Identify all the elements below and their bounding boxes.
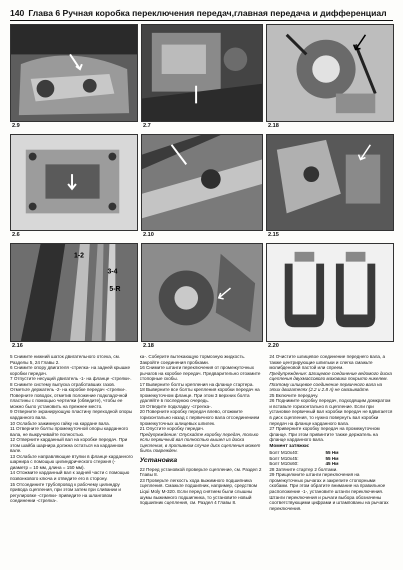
figure-2-15: [266, 134, 394, 239]
step-15-cont: ка-. Соберите вытекающую тормозную жидкость. Закройте соединения пробками.: [139, 354, 246, 365]
step-21: 21 Опустите коробку передач.: [139, 426, 205, 432]
figure-grid: [10, 24, 394, 350]
figure-caption: 2.15: [268, 232, 279, 238]
figure-photo: [10, 243, 138, 342]
torque-label: Болт М10х45:: [269, 455, 299, 461]
step-17: 17 Выверните болты крепления на фланце стартера.: [139, 381, 254, 387]
step-20: 20 Поверните коробку передач влево, отожмите горизонтально назад с первичного вала отсоединением промежуточных шлицевых шпилек.: [139, 409, 260, 426]
step-6: 6 Снимите опору двигателя -стрелка- на задней крышке коробки передач.: [10, 365, 130, 376]
figure-caption: 2.18: [268, 123, 279, 129]
figure-photo: [266, 243, 394, 342]
torque-label: Болт М10х40:: [269, 450, 299, 456]
figure-photo: [10, 24, 138, 122]
step-27: 27 Приверните коробку передач на промежуточном фланце. При этом привинтите также держатель на фланце карданного вала.: [269, 426, 380, 443]
page-number: 140: [10, 7, 25, 18]
text-column-1: [10, 354, 135, 566]
figure-photo: [266, 24, 394, 122]
figure-2-10: [141, 134, 263, 239]
torque-title: Момент затяжки:: [269, 443, 310, 449]
step-5: 5 Снимите нижний шаток двигательного отсека, см. Разделы 5, 24 Главы 2.: [10, 354, 121, 365]
step-8: 8 Снимите систему выпуска отработавших газов. Отметьте держатель -2- на коробке передач -стрелки-. Поверните поводок, отметив положение подкладочной пластины с помощью чертилки (обведите), чтобы ее можно было установить на прежнее место.: [10, 381, 128, 409]
step-26: 26 Поднимите коробку передач, подходящим домкратом и вставьте горизонтально в сцепление. Если при установке первичный вал коробки передач не вдвигается в диск сцепления, то нужно повернуть вал коробки передач на фланце карданного вала.: [269, 398, 393, 426]
torque-label: Болт М10х60:: [269, 461, 299, 467]
page-header: [10, 5, 393, 21]
torque-value: 55 Нм: [325, 455, 339, 461]
figure-caption: 2.6: [12, 232, 20, 238]
figure-photo: [141, 134, 263, 231]
figure-caption: 2.9: [12, 123, 20, 129]
step-9: 9 Отверните экранирующую пластину переходной опоры карданного вала.: [10, 409, 133, 421]
step-19: 19 Отведите подкладку -стрелка-.: [139, 403, 212, 409]
figure-2-20: [266, 243, 394, 350]
section-heading: Установка: [139, 456, 178, 464]
torque-value: 45 Нм: [325, 461, 339, 467]
figure-photo: [141, 243, 263, 342]
step-25: 25 Включите передачу.: [269, 392, 319, 398]
figure-caption: 2.16: [12, 343, 23, 349]
step-16: 16 Снимите штанги переключения от промежуточных рычагов на коробке передач. Предварительно отожмите стопорные скобы.: [139, 365, 261, 382]
figure-photo: [10, 134, 138, 231]
figure-2-6: [10, 134, 138, 239]
step-15: 15 Отсоедините трубопровод к рабочему цилиндру привода сцепления, при этом затем при сливании и регулировке -стрелки- приведите на шланговом соединении -стрелка-.: [10, 481, 121, 504]
body-text: [10, 354, 394, 566]
step-24: 24 Очистите шлицевое соединение переднего вала, а также центрирующие шпильки и слегка смажьте молибденовой пастой или спреем.: [269, 354, 386, 371]
figure-caption: 2.7: [143, 123, 151, 129]
figure-photo: [266, 134, 394, 231]
torque-table: [269, 450, 394, 467]
figure-caption: 2.18: [143, 343, 154, 349]
step-18: 18 Выверните все болты крепления коробки передач на промежуточном фланце. При этом 3 верхних болта удаляйте в последнюю очередь.: [139, 387, 260, 404]
figure-2-9: [10, 24, 138, 130]
step-10: 10 Ослабьте зажимную гайку на кардане вала.: [10, 420, 110, 426]
step-11: 11 Отверните болты промежуточной опоры карданного вала, не выкручивайте полностью.: [10, 426, 129, 437]
step-23: 23 Проверьте легкость хода выжимного подшипника сцепления. Смажьте подшипник, например, средством Liqui Moly M-320. Если перед снятием были слышны шумы выжимного подшипника, то установите новый подшипник сцепления, см. Раздел 4 Главы 8.: [139, 477, 258, 506]
step-13: 13 Ослабьте направляющие втулки в фланце карданного шарнира с помощью цилиндрического стержня (- диаметр = 10 мм, длина = 150 мм).: [10, 453, 133, 470]
step-14: 14 Отожмите карданный вал к задней части с помощью позвонкового ключа и отведите его в сторону.: [10, 470, 130, 482]
figure-caption: 2.20: [268, 343, 279, 349]
figure-2-18: [266, 24, 394, 130]
torque-value: 55 Нм: [325, 450, 339, 456]
step-22: 22 Перед установкой проверьте сцепление, см. Раздел 2 Главы 8.: [139, 466, 262, 478]
shift-rod-label-1-2: 1-2: [74, 252, 84, 260]
text-column-3: [269, 354, 394, 566]
figure-caption: 2.10: [143, 232, 154, 238]
chapter-title: Глава 6 Ручная коробка переключения передач,главная передача и дифференциал: [28, 7, 387, 18]
figure-2-16: [10, 243, 138, 350]
step-7: 7 Отпустите несущий двигатель -1- на фланце -стрелки-.: [10, 376, 132, 382]
step-12: 12 Отверните карданный вал на коробке передач. При этом шайба шарнира должна остаться на карданном вале.: [10, 437, 128, 454]
warning-note: Предупреждение: Опускайте коробку передач, только если первичный вал полностью вышел из диска сцепления, в противном случае диск сцепления может быть поврежден.: [139, 431, 261, 454]
figure-2-18-b: [141, 243, 263, 350]
figure-photo: [141, 24, 263, 122]
shift-rod-label-5-r: 5-R: [109, 286, 121, 294]
warning-note: Предупреждение: Шлицевое соединение ведомого диска сцепления двухмассового маховика покрыто никелем. Поэтому шлицевое соединение первичного вала на этих двигателях (2.2 и 2.8 л) не смазывайте.: [269, 370, 392, 393]
shift-rod-label-3-4: 3-4: [107, 268, 118, 276]
figure-2-7: [141, 24, 263, 130]
step-28: 28 Затяните стартер 2 болтами.: [269, 466, 338, 472]
text-column-2: [140, 354, 265, 566]
step-29: 29 Прищелкните штанги переключения на промежуточных рычагах и закрепите стопорными скобами. При этом обратите внимание на правильное расположение -1-, установите штанги переключения. Штанги переключения и рычаги выбора обозначены соответствующими цифрами и штампованы на рычагах переключения.: [269, 472, 389, 511]
